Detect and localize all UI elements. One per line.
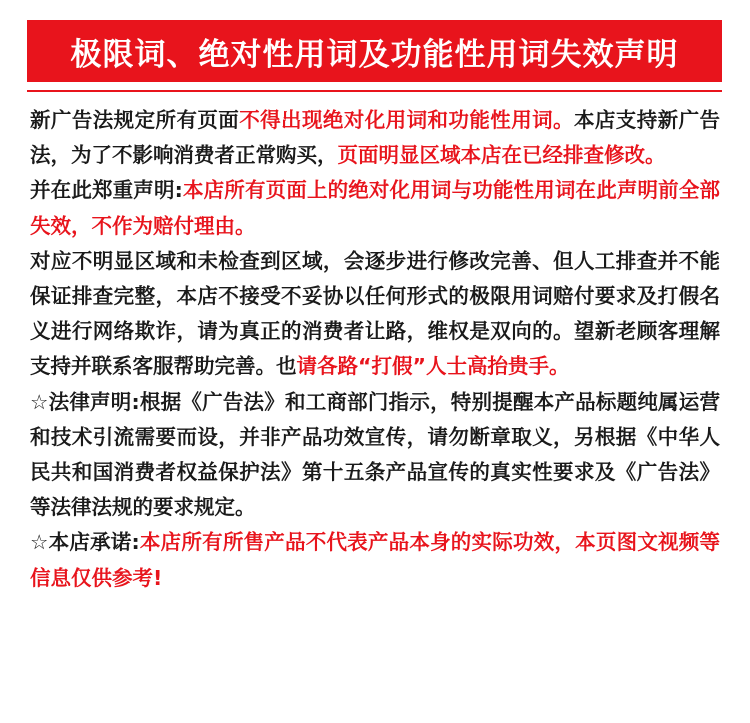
paragraph-store-promise xyxy=(30,525,720,595)
divider xyxy=(27,90,722,92)
page-title: 极限词、绝对性用词及功能性用词失效声明 xyxy=(70,36,679,73)
text-segment: ☆法律声明:根据《广告法》和工商部门指示，特别提醒本产品标题纯属运营和技术引流需要而设，并非产品功效宣传，请勿断章取义，另根据《中华人民共和国消费者权益保护法》第十五条产品宣传的真实性要求及《广告法》等法律法规的要求规定。 xyxy=(30,389,720,520)
paragraph-ad-law xyxy=(30,103,720,173)
paragraph-declaration xyxy=(30,173,720,243)
text-segment: 并在此郑重声明: xyxy=(30,178,183,203)
text-segment: 对应不明显区域和未检查到区域，会逐步进行修改完善、但人工排查并不能保证排查完整，本店不接受不妥协以任何形式的极限用词赔付要求及打假名义进行网络欺诈，请为真正的消费者让路，维权是双向的。望新老顾客理解支持并联系客服帮助完善。也 xyxy=(30,248,720,379)
paragraph-legal-statement xyxy=(30,385,720,526)
highlight-text: 本店所有所售产品不代表产品本身的实际功效，本页图文视频等信息仅供参考! xyxy=(30,530,720,590)
highlight-text: 页面明显区域本店在已经排查修改。 xyxy=(337,143,666,168)
text-segment: ☆本店承诺: xyxy=(30,530,140,555)
highlight-text: 本店所有页面上的绝对化用词与功能性用词在此声明前全部失效，不作为赔付理由。 xyxy=(30,178,720,238)
text-segment: 本店支持新广告法，为了不影响消费者正常购买， xyxy=(30,108,720,168)
highlight-text: 不得出现绝对化用词和功能性用词。 xyxy=(239,108,574,132)
title-banner xyxy=(27,20,722,82)
text-segment: 新广告法规定所有页面 xyxy=(30,108,240,132)
paragraph-unchecked-areas xyxy=(30,244,720,385)
highlight-text: 请各路“打假”人士高抬贵手。 xyxy=(296,354,570,379)
statement-body xyxy=(30,103,720,596)
